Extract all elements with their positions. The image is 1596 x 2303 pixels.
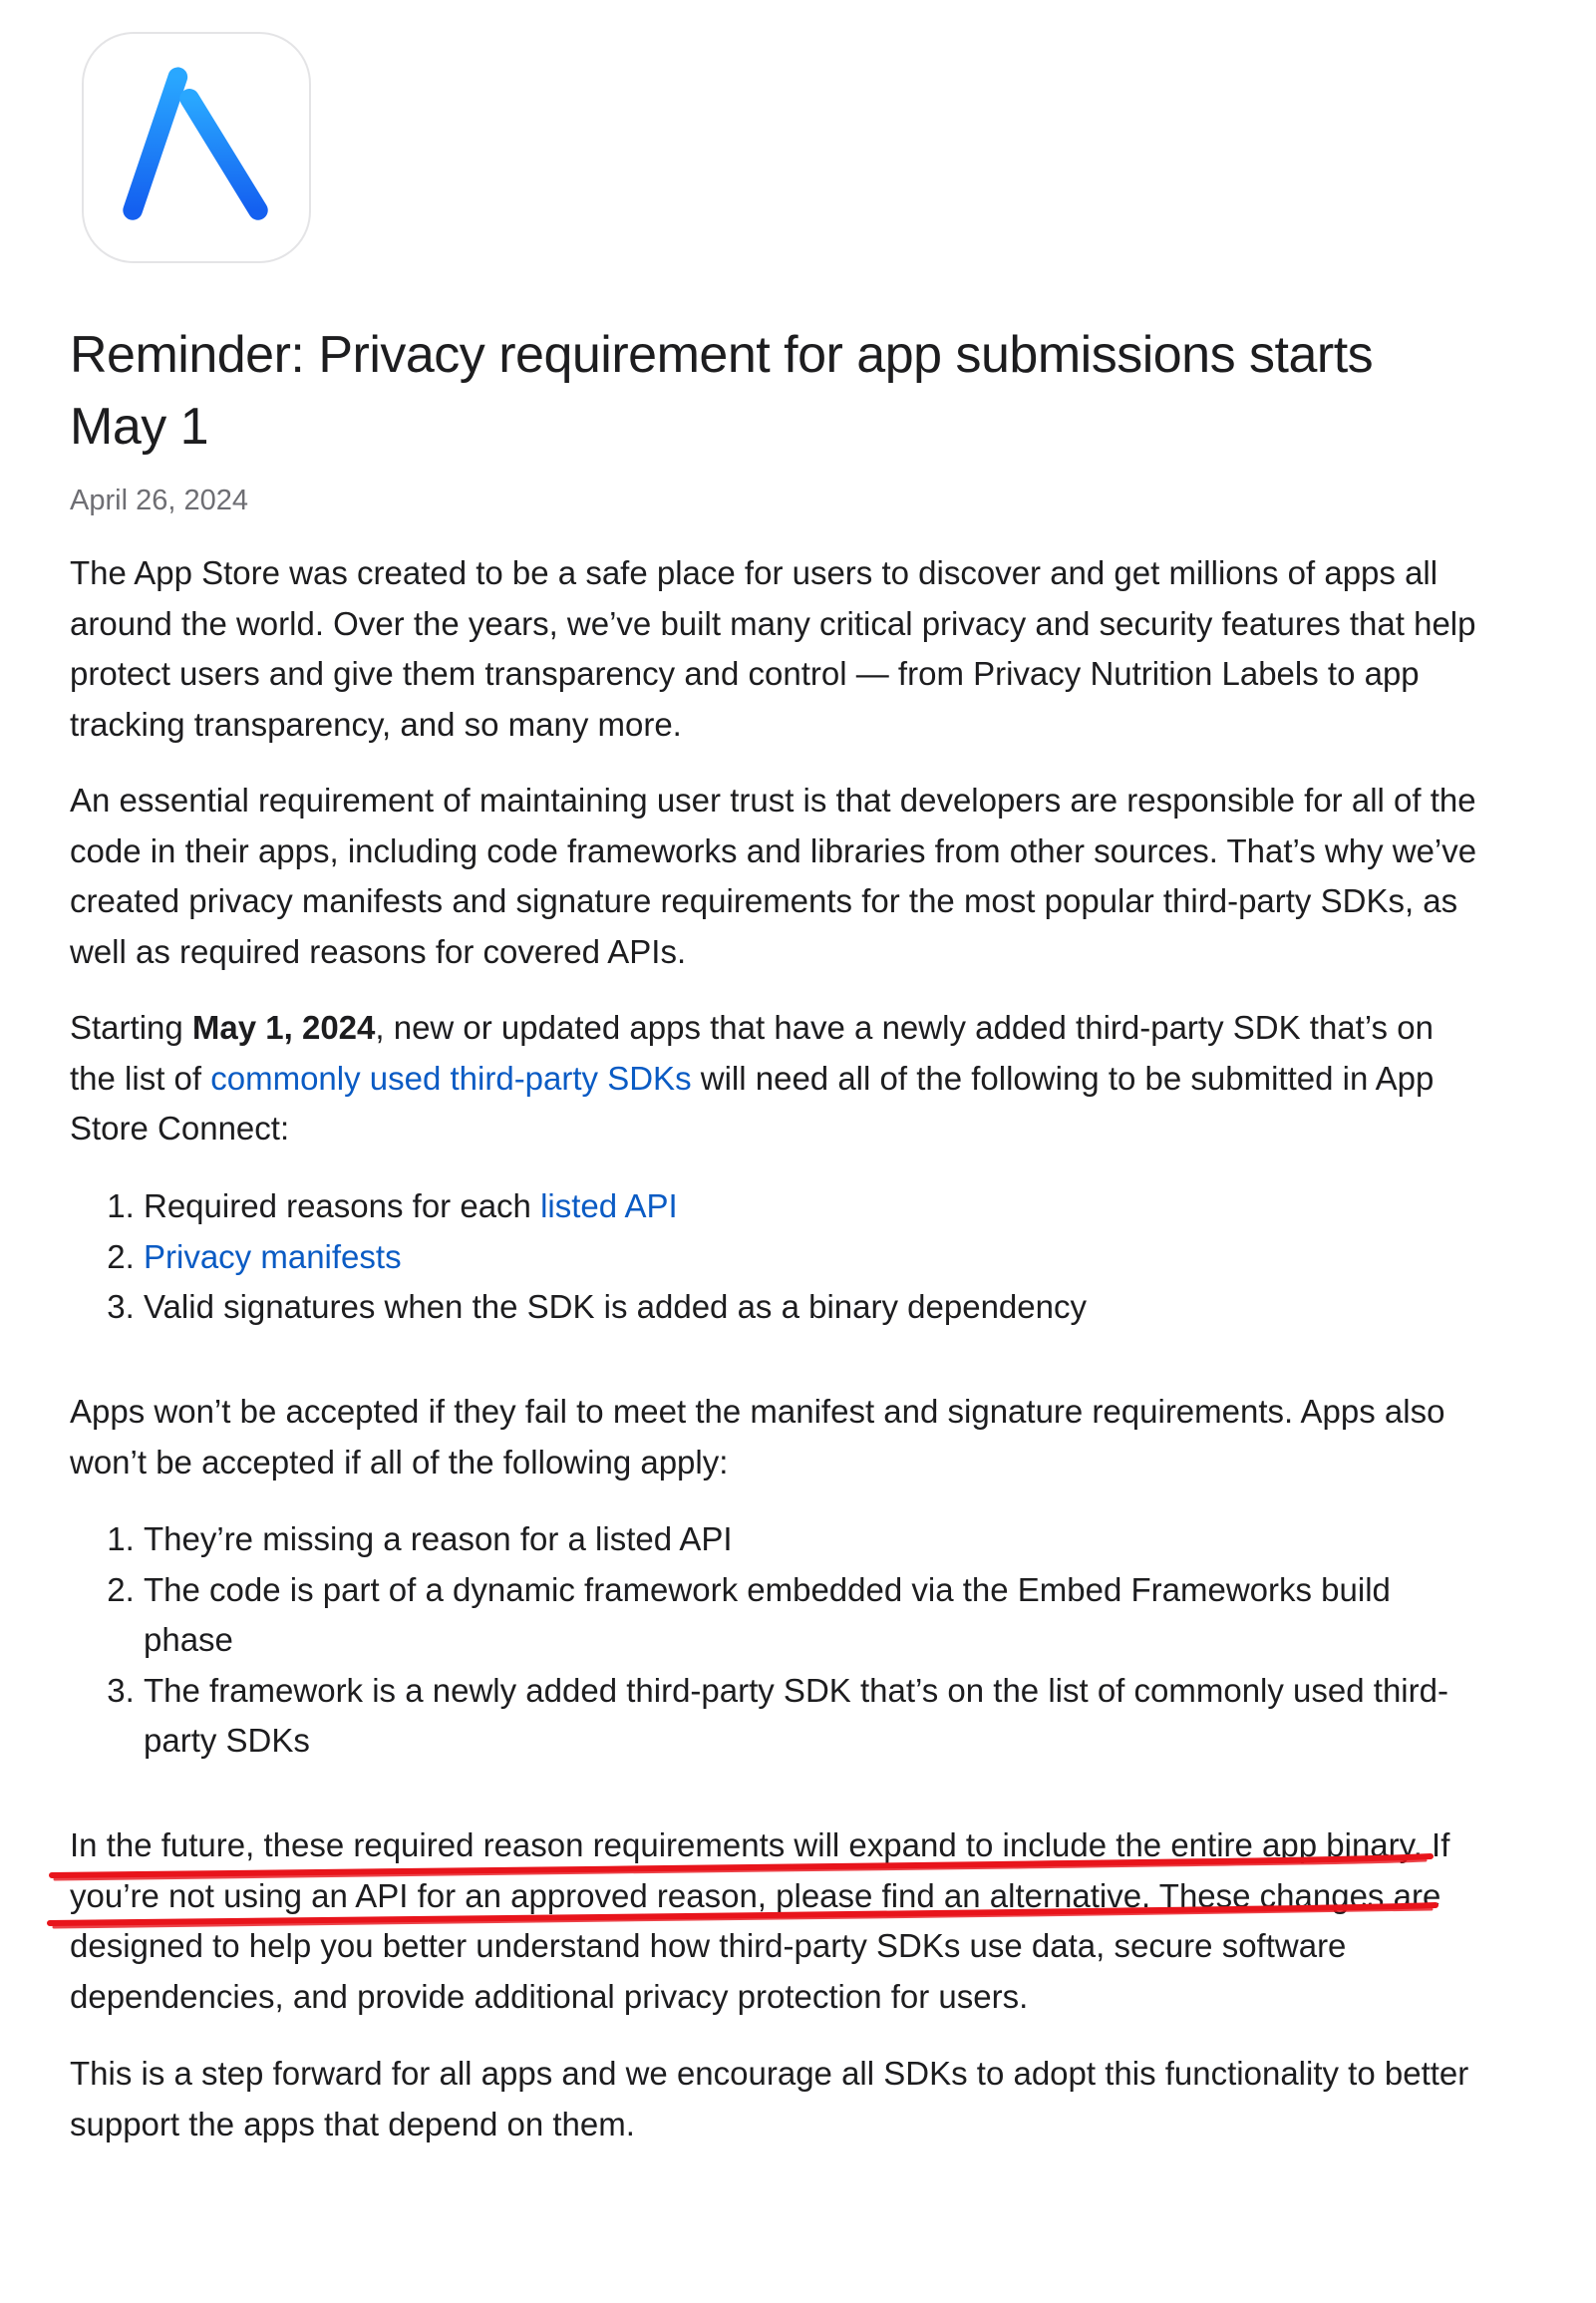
paragraph-starting	[70, 1003, 1485, 1154]
link-privacy-manifests[interactable]: Privacy manifests	[144, 1237, 402, 1275]
app-store-icon	[82, 32, 311, 263]
paragraph-not-accepted: Apps won’t be accepted if they fail to meet the manifest and signature requirements. Apps also won’t be accepted if all of the following apply:	[70, 1393, 1445, 1480]
p3-post: will need all of the following to be submitted in App Store Connect:	[70, 1059, 1435, 1147]
p3-date-bold: May 1, 2024	[191, 1009, 376, 1046]
list-item: 1. They’re missing a reason for a listed API	[144, 1514, 1485, 1565]
paragraph-intro: The App Store was created to be a safe place for users to discover and get millions of apps all around the world. Over the years, we’ve built many critical privacy and security features that help protect users and give them transparency and control — from Privacy Nutrition Labels to app tracking transparency, and so many more.	[70, 554, 1476, 743]
page-title: Reminder: Privacy requirement for app submissions starts May 1	[70, 326, 1374, 456]
list-item	[144, 1232, 1485, 1283]
p3-mid: , new or updated apps that have a newly added third-party SDK that’s on the list of	[70, 1009, 1434, 1097]
paragraph-trust: An essential requirement of maintaining user trust is that developers are responsible for all of the code in their apps, including code frameworks and libraries from other sources. That’s why we’ve created privacy manifests and signature requirements for the most popular third-party SDKs, as well as required reasons for covered APIs.	[70, 782, 1477, 970]
list-item	[144, 1181, 1485, 1232]
link-commonly-used-sdks[interactable]: commonly used third-party SDKs	[210, 1059, 692, 1097]
list-item	[144, 1282, 1485, 1333]
list-item: 3. The framework is a newly added third-party SDK that’s on the list of commonly used third-party SDKs	[144, 1666, 1485, 1767]
requirements-list	[70, 1181, 1485, 1333]
paragraph-step-forward: This is a step forward for all apps and we encourage all SDKs to adopt this functionality to better support the apps that depend on them.	[70, 2055, 1469, 2142]
link-listed-api[interactable]: listed API	[540, 1187, 678, 1224]
conditions-list	[70, 1514, 1485, 1767]
publish-date: April 26, 2024	[70, 485, 248, 516]
app-store-glyph-icon	[84, 34, 309, 261]
paragraph-future: In the future, these required reason requirements will expand to include the entire app binary. If you’re not using an API for an approved reason, please find an alternative. These changes are designed to help you better understand how third-party SDKs use data, secure software dependencies, and provide additional privacy protection for users.	[70, 1826, 1450, 2015]
list-item-text: Required reasons for each	[144, 1187, 541, 1224]
list-item: 2. The code is part of a dynamic framework embedded via the Embed Frameworks build phase	[144, 1565, 1485, 1666]
list-item-text: Valid signatures when the SDK is added as a binary dependency	[144, 1288, 1087, 1325]
p3-pre: Starting	[70, 1009, 192, 1046]
